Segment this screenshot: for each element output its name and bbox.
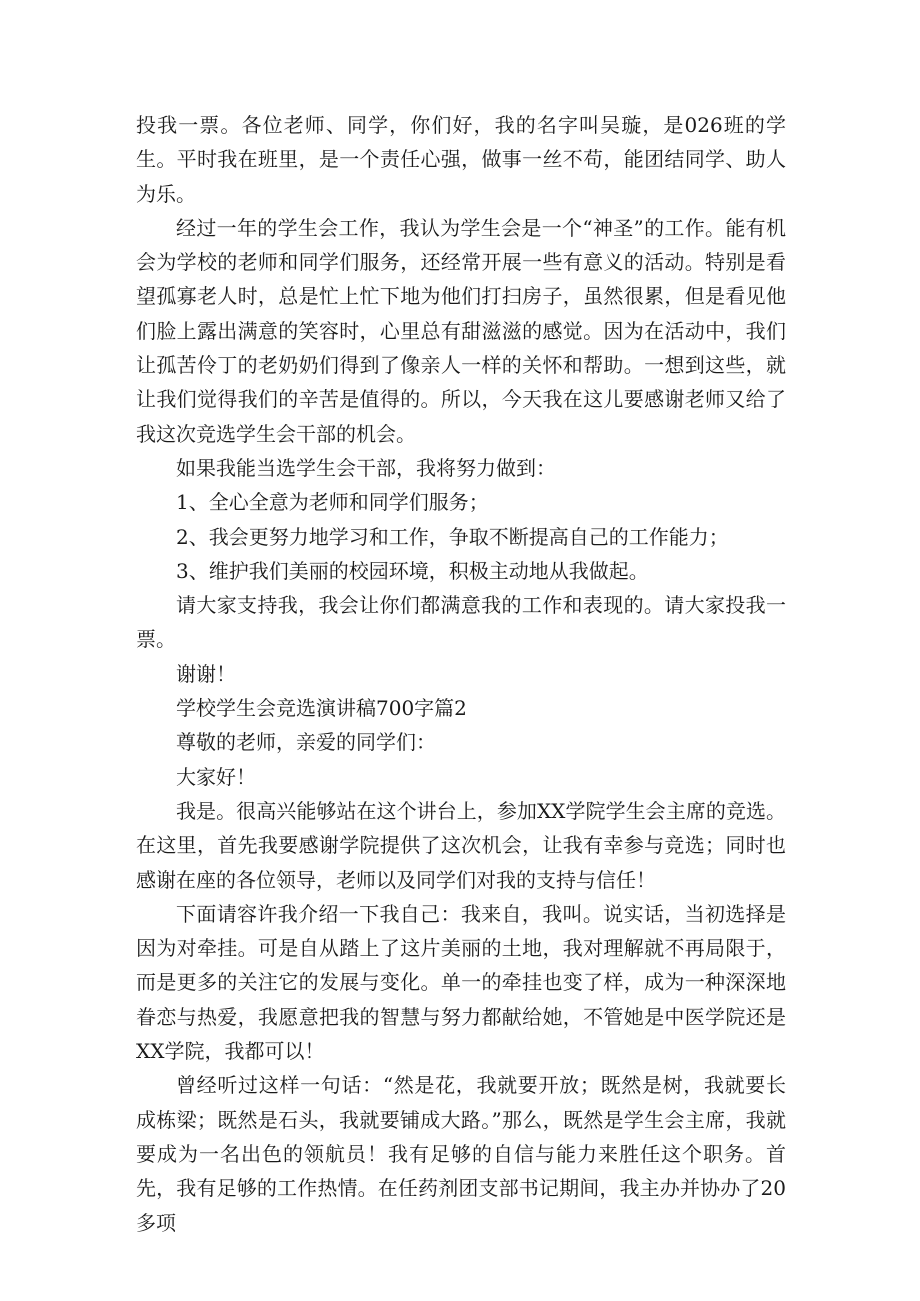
paragraph-greeting: 大家好！ — [176, 764, 256, 789]
paragraph-opening: 我是。很高兴能够站在这个讲台上，参加XX学院学生会主席的竞选。在这里，首先我要感谢学院提供了这次机会，让我有幸参与竞选；同时也感谢在座的各位领导，老师以及同学们对我的支持与信任！ — [136, 798, 786, 892]
paragraph-student-union-experience: 经过一年的学生会工作，我认为学生会是一个“神圣”的工作。能有机会为学校的老师和同学们服务，还经常开展一些有意义的活动。特别是看望孤寡老人时，总是忙上忙下地为他们打扫房子，虽然很累，但是看见他们脸上露出满意的笑容时，心里总有甜滋滋的感觉。因为在活动中，我们让孤苦伶丁的老奶奶们得到了像亲人一样的关怀和帮助。一想到这些，就让我们觉得我们的辛苦是值得的。所以，今天我在这儿要感谢老师又给了我这次竞选学生会干部的机会。 — [136, 215, 786, 446]
document-body — [136, 108, 786, 1240]
paragraph-background: 下面请容许我介绍一下我自己：我来自，我叫。说实话，当初选择是因为对牵挂。可是自从踏上了这片美丽的土地，我对理解就不再局限于，而是更多的关注它的发展与变化。单一的牵挂也变了样，成为一种深深地眷恋与热爱，我愿意把我的智慧与努力都献给她，不管她是中医学院还是XX学院，我都可以！ — [136, 901, 786, 1064]
section-heading: 学校学生会竞选演讲稿700字篇2 — [176, 696, 467, 721]
paragraph-salutation: 尊敬的老师，亲爱的同学们： — [176, 730, 436, 755]
paragraph-support-request: 请大家支持我，我会让你们都满意我的工作和表现的。请大家投我一票。 — [136, 593, 786, 652]
pledge-item-3: 3、维护我们美丽的校园环境，积极主动地从我做起。 — [176, 558, 649, 583]
paragraph-pledge-intro: 如果我能当选学生会干部，我将努力做到： — [176, 455, 556, 480]
paragraph-thanks: 谢谢！ — [176, 661, 236, 686]
paragraph-motivation: 曾经听过这样一句话：“然是花，我就要开放；既然是树，我就要长成栋梁；既然是石头，我就要铺成大路。”那么，既然是学生会主席，我就要成为一名出色的领航员！我有足够的自信与能力来胜任这个职务。首先，我有足够的工作热情。在任药剂团支部书记期间，我主办并协办了20多项 — [136, 1073, 786, 1235]
paragraph-self-intro: 投我一票。各位老师、同学，你们好，我的名字叫吴璇，是026班的学生。平时我在班里，是一个责任心强，做事一丝不苟，能团结同学、助人为乐。 — [136, 113, 786, 206]
pledge-item-1: 1、全心全意为老师和同学们服务； — [176, 490, 489, 515]
pledge-item-2: 2、我会更努力地学习和工作，争取不断提高自己的工作能力； — [176, 524, 729, 549]
